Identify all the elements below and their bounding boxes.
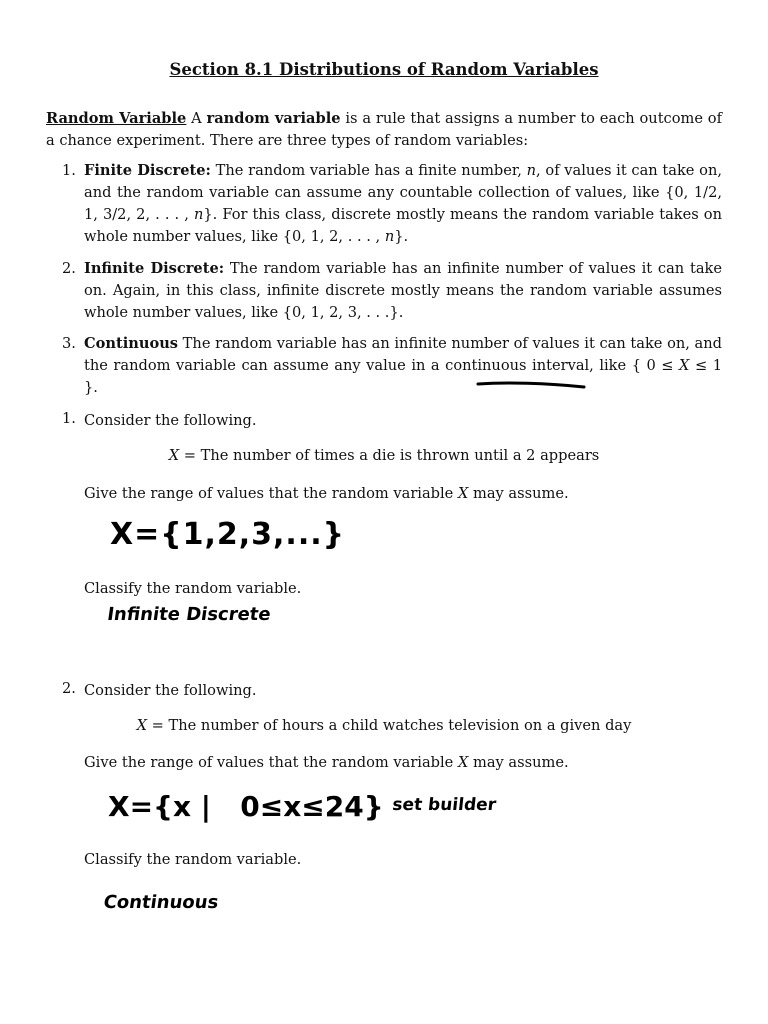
intro-text-a: A <box>186 110 207 127</box>
type-text: The random variable has an infinite number of values it can take on. Again, in this class, infinite discrete mostly means the random variable assumes whole number values, like <box>84 260 722 321</box>
type-set: {0, 1/2, 1, 3/2, 2, . . . , n}. <box>84 184 722 223</box>
question-1-definition: X = The number of times a die is thrown until a 2 appears <box>168 447 600 464</box>
type-number: 3. <box>62 335 76 352</box>
question-2-classify-prompt: Classify the random variable. <box>84 851 302 868</box>
type-text: , of values it can take on, and the random variable can assume any countable collection of values, like <box>84 162 722 201</box>
handwritten-range-text: X={x | 0≤x≤24} <box>108 790 384 823</box>
type-item-continuous <box>62 333 722 399</box>
type-heading: Finite Discrete: <box>84 162 211 179</box>
question-1-prompt: Consider the following. <box>84 412 257 429</box>
type-text: The random variable has an infinite number of values it can take on, and the random variable can assume any value in a continuous interval, like <box>84 335 722 374</box>
handwritten-class-text: Infinite Discrete <box>105 604 273 625</box>
type-number: 2. <box>62 260 76 277</box>
question-1-number: 1. <box>62 410 76 427</box>
handwritten-underline <box>476 376 588 395</box>
question-2-range-prompt: Give the range of values that the random variable X may assume. <box>84 754 569 771</box>
type-number: 1. <box>62 162 76 179</box>
type-heading: Infinite Discrete: <box>84 260 225 277</box>
handwritten-range-text: X={1,2,3,...} <box>110 517 345 552</box>
type-text: The random variable has a finite number, <box>210 162 527 179</box>
question-1-handwritten-range <box>108 512 345 560</box>
intro-paragraph <box>46 108 722 152</box>
question-1-handwritten-class <box>105 596 278 634</box>
type-text: For this class, discrete mostly means the random variable takes on whole number values, like <box>84 206 722 245</box>
question-2-handwritten-range <box>106 784 384 832</box>
type-set: {0, 1, 2, . . . , n}. <box>282 228 409 245</box>
type-var-n: n <box>526 162 537 179</box>
handwritten-note-text: set builder <box>391 795 498 815</box>
question-2-number: 2. <box>62 680 76 697</box>
question-1-range-prompt: Give the range of values that the random variable X may assume. <box>84 485 569 502</box>
question-2-handwritten-note <box>392 790 512 824</box>
type-set: { 0 ≤ X ≤ 1 }. <box>84 357 722 396</box>
question-1-classify-prompt: Classify the random variable. <box>84 580 302 597</box>
section-title: Section 8.1 Distributions of Random Variables <box>169 60 599 79</box>
intro-text-b: is a rule that assigns a number to each outcome of a chance experiment. There are three types of random variables: <box>46 110 722 149</box>
question-2-handwritten-class <box>104 886 244 924</box>
question-2-definition: X = The number of hours a child watches television on a given day <box>136 717 632 734</box>
question-2-prompt: Consider the following. <box>84 682 257 699</box>
type-item-finite-discrete <box>62 160 722 248</box>
type-item-infinite-discrete <box>62 258 722 324</box>
intro-bold-term: random variable <box>206 110 341 127</box>
type-set: {0, 1, 2, 3, . . .}. <box>282 304 404 321</box>
intro-lead: Random Variable <box>46 110 187 127</box>
type-heading: Continuous <box>84 335 179 352</box>
handwritten-class-text: Continuous <box>102 892 220 913</box>
